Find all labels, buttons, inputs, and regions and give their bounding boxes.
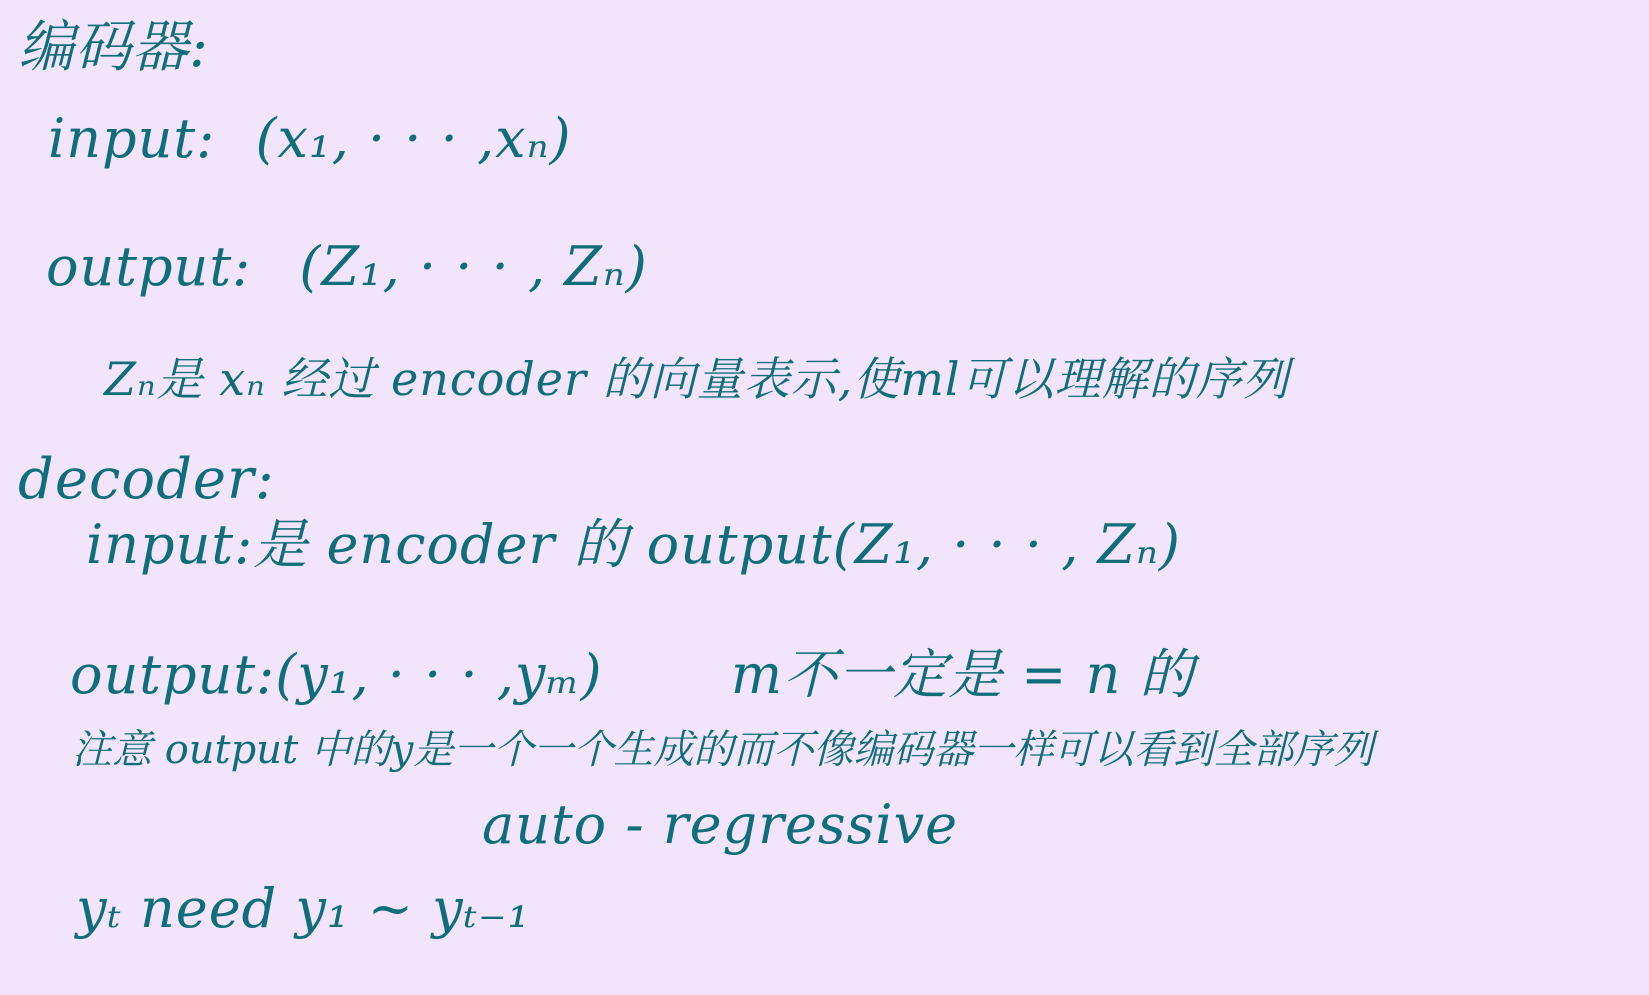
decoder-output-sequence: output:(y₁, · · · ,yₘ) <box>70 643 603 706</box>
dependency-formula: yₜ need y₁ ~ yₜ₋₁ <box>76 877 531 940</box>
decoder-output-line <box>70 643 1195 706</box>
encoder-output-line <box>46 235 648 298</box>
autoregressive-label: auto - regressive <box>482 793 959 856</box>
encoder-input-line <box>48 107 572 170</box>
encoder-output-sequence: (Z₁, · · · , Zₙ) <box>299 235 648 298</box>
decoder-output-note: m不一定是 = n 的 <box>730 643 1195 706</box>
encoder-input-label: input: <box>48 107 216 170</box>
encoder-heading: 编码器: <box>18 15 209 80</box>
decoder-attention-note: 注意 output 中的y是一个一个生成的而不像编码器一样可以看到全部序列 <box>72 727 1374 773</box>
encoder-input-sequence: (x₁, · · · ,xₙ) <box>255 107 572 170</box>
decoder-input-line: input:是 encoder 的 output(Z₁, · · · , Zₙ) <box>86 513 1182 576</box>
decoder-heading: decoder: <box>18 447 275 512</box>
encoder-note: Zₙ是 xₙ 经过 encoder 的向量表示,使ml可以理解的序列 <box>104 352 1290 406</box>
encoder-output-label: output: <box>46 235 252 298</box>
